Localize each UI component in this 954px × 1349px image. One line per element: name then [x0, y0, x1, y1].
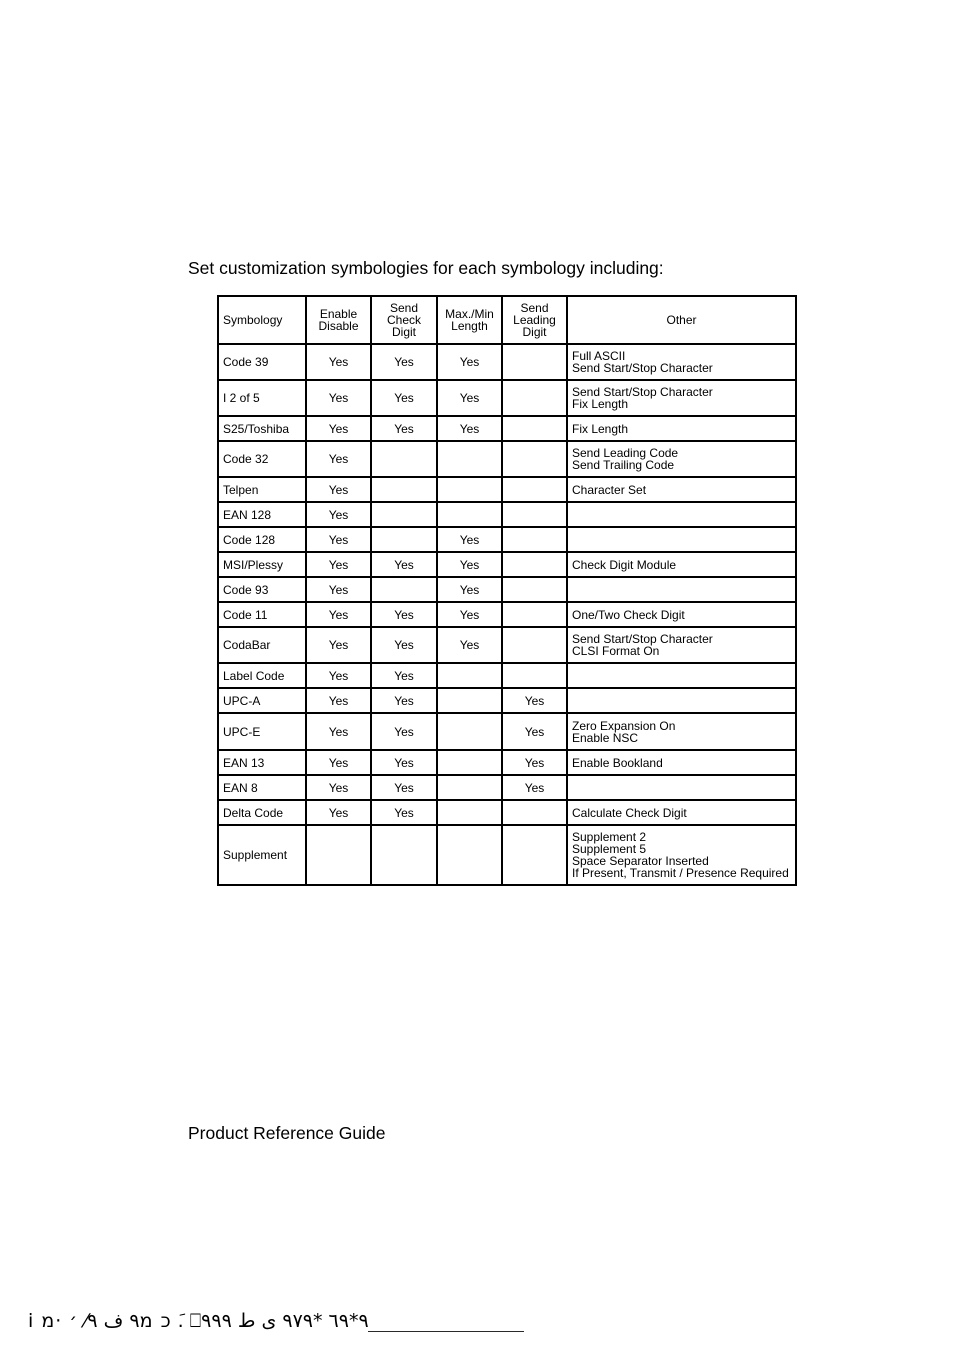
cell-check: Yes — [371, 713, 437, 750]
table-row — [218, 602, 796, 627]
cell-other — [567, 750, 796, 775]
table-row — [218, 380, 796, 416]
column-header-max-min-length — [437, 296, 502, 344]
symbology-table — [217, 295, 797, 886]
cell-symbology: EAN 13 — [218, 750, 306, 775]
cell-check — [371, 477, 437, 502]
header-text: Disable — [318, 319, 359, 333]
cell-enable: Yes — [306, 502, 371, 527]
other-option: Full ASCII — [572, 349, 626, 363]
table-row — [218, 800, 796, 825]
cell-leading: Yes — [502, 775, 567, 800]
cell-symbology: UPC-A — [218, 688, 306, 713]
cell-other — [567, 663, 796, 688]
cell-enable: Yes — [306, 688, 371, 713]
cell-length — [437, 441, 502, 477]
cell-check — [371, 502, 437, 527]
header-text: Symbology — [223, 313, 283, 327]
cell-enable: Yes — [306, 713, 371, 750]
table-row — [218, 441, 796, 477]
other-option: Supplement 5 — [572, 842, 647, 856]
cell-other — [567, 602, 796, 627]
header-text: Other — [666, 313, 697, 327]
cell-length — [437, 775, 502, 800]
table-row — [218, 688, 796, 713]
other-option: CLSI Format On — [572, 644, 660, 658]
cell-leading — [502, 344, 567, 380]
cell-length: Yes — [437, 627, 502, 663]
cell-check: Yes — [371, 380, 437, 416]
cell-check — [371, 527, 437, 552]
cell-check: Yes — [371, 344, 437, 380]
cell-symbology: Code 128 — [218, 527, 306, 552]
other-option: Send Start/Stop Character — [572, 632, 713, 646]
cell-enable: Yes — [306, 344, 371, 380]
column-header-send-leading-digit — [502, 296, 567, 344]
cell-leading — [502, 527, 567, 552]
section-heading: Set customization symbologies for each symbology including: — [188, 258, 664, 278]
cell-other — [567, 825, 796, 885]
cell-other — [567, 380, 796, 416]
cell-symbology: Label Code — [218, 663, 306, 688]
header-text: Enable — [319, 307, 358, 321]
cell-length: Yes — [437, 380, 502, 416]
cell-symbology: I 2 of 5 — [218, 380, 306, 416]
other-option: Calculate Check Digit — [572, 805, 687, 820]
cell-symbology: CodaBar — [218, 627, 306, 663]
table-header-row — [218, 296, 796, 344]
cell-length — [437, 800, 502, 825]
cell-enable — [306, 825, 371, 885]
table-row — [218, 527, 796, 552]
cell-symbology: EAN 128 — [218, 502, 306, 527]
table-row — [218, 750, 796, 775]
other-option: Enable NSC — [572, 730, 639, 745]
header-text: Length — [451, 319, 488, 333]
cell-other — [567, 800, 796, 825]
other-option: Send Start/Stop Character — [572, 361, 713, 375]
cell-other — [567, 344, 796, 380]
cell-other — [567, 577, 796, 602]
cell-enable: Yes — [306, 527, 371, 552]
cell-symbology: Code 93 — [218, 577, 306, 602]
cell-leading — [502, 800, 567, 825]
cell-check: Yes — [371, 627, 437, 663]
header-text: Leading — [513, 313, 556, 327]
cell-length — [437, 477, 502, 502]
cell-enable: Yes — [306, 380, 371, 416]
cell-symbology: Code 11 — [218, 602, 306, 627]
cell-length: Yes — [437, 416, 502, 441]
header-text: Send — [389, 301, 419, 315]
cell-other — [567, 416, 796, 441]
cell-enable: Yes — [306, 577, 371, 602]
garbled-footer-text: i כ מ٩ ف ٩⁄ ׳ ·מ َ. ⎕٩*٦٩ *٩٧٩ ی ﻁ ٩٩٩ — [28, 1310, 369, 1332]
cell-check: Yes — [371, 800, 437, 825]
footer-link-underline[interactable] — [368, 1314, 524, 1332]
cell-symbology: Telpen — [218, 477, 306, 502]
cell-other — [567, 713, 796, 750]
other-option: Space Separator Inserted — [572, 854, 709, 868]
table-row — [218, 502, 796, 527]
cell-length — [437, 750, 502, 775]
cell-leading — [502, 627, 567, 663]
cell-other — [567, 688, 796, 713]
cell-length: Yes — [437, 344, 502, 380]
other-option: Send Start/Stop Character — [572, 385, 713, 399]
footer-title: Product Reference Guide — [188, 1123, 386, 1143]
cell-length — [437, 663, 502, 688]
cell-enable: Yes — [306, 416, 371, 441]
header-text: Max./Min — [445, 307, 494, 321]
cell-leading — [502, 441, 567, 477]
cell-enable: Yes — [306, 552, 371, 577]
cell-leading — [502, 380, 567, 416]
other-option: Send Trailing Code — [572, 458, 675, 472]
column-header-enable-disable — [306, 296, 371, 344]
other-option: If Present, Transmit / Presence Required — [572, 866, 789, 880]
other-option: Fix Length — [572, 421, 629, 436]
table-row — [218, 552, 796, 577]
cell-enable: Yes — [306, 602, 371, 627]
table-body — [218, 344, 796, 885]
cell-enable: Yes — [306, 441, 371, 477]
cell-symbology: S25/Toshiba — [218, 416, 306, 441]
header-text: Digit — [522, 325, 547, 339]
cell-enable: Yes — [306, 750, 371, 775]
other-option: Check Digit Module — [572, 557, 677, 572]
cell-symbology: Code 32 — [218, 441, 306, 477]
cell-leading: Yes — [502, 750, 567, 775]
table-row — [218, 577, 796, 602]
table-row — [218, 775, 796, 800]
cell-enable: Yes — [306, 627, 371, 663]
cell-other — [567, 477, 796, 502]
cell-leading — [502, 577, 567, 602]
cell-other — [567, 502, 796, 527]
table-row — [218, 627, 796, 663]
cell-enable: Yes — [306, 477, 371, 502]
cell-leading — [502, 416, 567, 441]
other-option: Fix Length — [572, 397, 629, 411]
cell-leading — [502, 477, 567, 502]
cell-length: Yes — [437, 602, 502, 627]
cell-leading — [502, 552, 567, 577]
cell-other — [567, 552, 796, 577]
cell-symbology: EAN 8 — [218, 775, 306, 800]
cell-check — [371, 825, 437, 885]
other-option: One/Two Check Digit — [572, 607, 685, 622]
other-option: Supplement 2 — [572, 830, 647, 844]
column-header-other — [567, 296, 796, 344]
table-row — [218, 825, 796, 885]
cell-leading: Yes — [502, 688, 567, 713]
cell-check: Yes — [371, 602, 437, 627]
table-row — [218, 713, 796, 750]
cell-enable: Yes — [306, 775, 371, 800]
cell-leading — [502, 602, 567, 627]
cell-length: Yes — [437, 552, 502, 577]
cell-symbology: MSI/Plessy — [218, 552, 306, 577]
cell-check: Yes — [371, 663, 437, 688]
header-text: Send — [520, 301, 549, 315]
table-row — [218, 663, 796, 688]
cell-length — [437, 688, 502, 713]
cell-symbology: UPC-E — [218, 713, 306, 750]
cell-length — [437, 825, 502, 885]
cell-check: Yes — [371, 416, 437, 441]
table-row — [218, 477, 796, 502]
column-header-send-check-digit — [371, 296, 437, 344]
other-option: Enable Bookland — [572, 755, 663, 770]
cell-symbology: Delta Code — [218, 800, 306, 825]
other-option: Zero Expansion On — [572, 718, 676, 733]
table-row — [218, 416, 796, 441]
cell-leading — [502, 825, 567, 885]
table-row — [218, 344, 796, 380]
cell-other — [567, 627, 796, 663]
cell-check: Yes — [371, 775, 437, 800]
header-text: Check — [386, 313, 421, 327]
other-option: Send Leading Code — [572, 446, 679, 460]
column-header-symbology — [218, 296, 306, 344]
other-option: Character Set — [572, 482, 647, 497]
cell-other — [567, 775, 796, 800]
cell-length — [437, 502, 502, 527]
cell-length — [437, 713, 502, 750]
cell-other — [567, 441, 796, 477]
cell-check — [371, 441, 437, 477]
cell-check: Yes — [371, 750, 437, 775]
cell-check: Yes — [371, 552, 437, 577]
cell-leading — [502, 502, 567, 527]
cell-leading — [502, 663, 567, 688]
cell-symbology: Code 39 — [218, 344, 306, 380]
cell-check — [371, 577, 437, 602]
cell-leading: Yes — [502, 713, 567, 750]
cell-enable: Yes — [306, 800, 371, 825]
cell-check: Yes — [371, 688, 437, 713]
cell-enable: Yes — [306, 663, 371, 688]
cell-other — [567, 527, 796, 552]
cell-length: Yes — [437, 577, 502, 602]
header-text: Digit — [391, 325, 416, 339]
cell-length: Yes — [437, 527, 502, 552]
cell-symbology: Supplement — [218, 825, 306, 885]
